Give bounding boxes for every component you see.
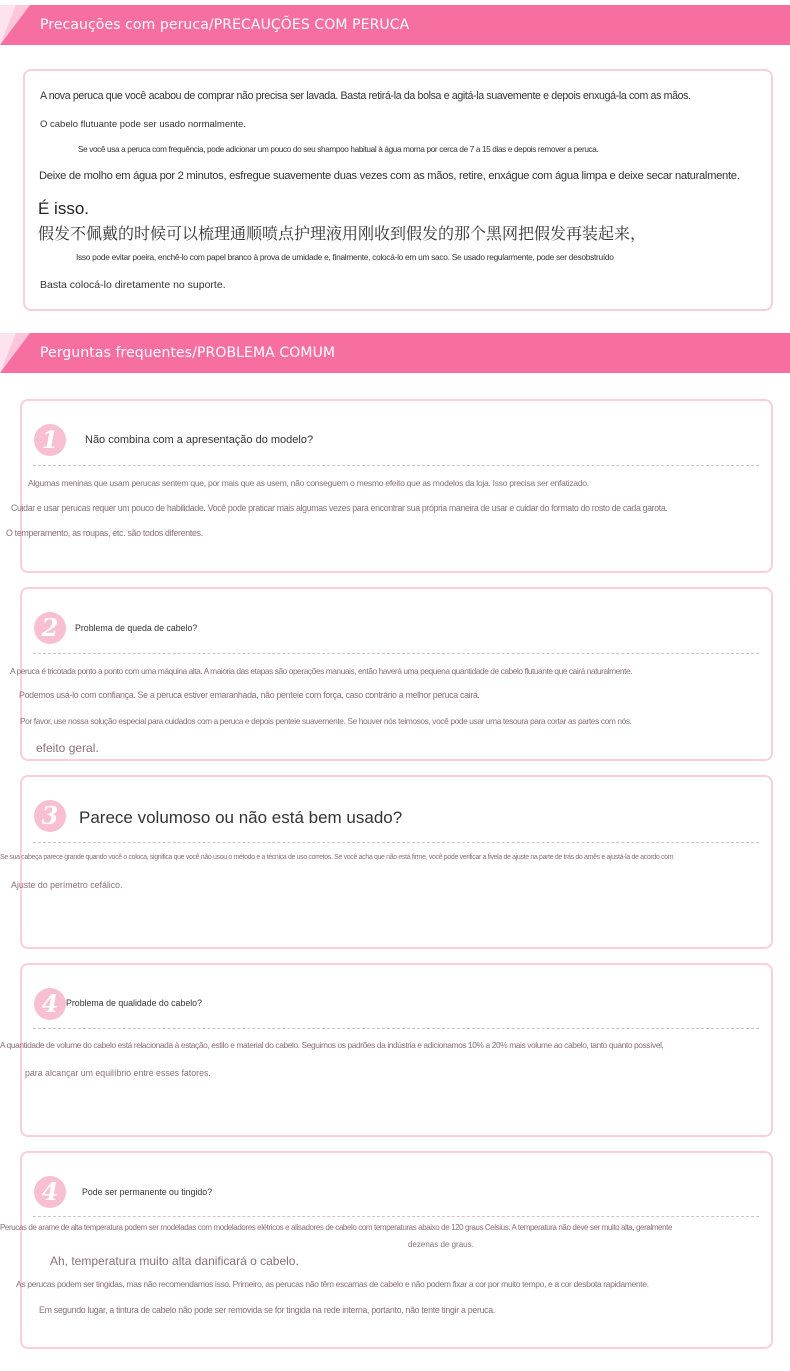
answer-line: Por favor, use nossa solução especial para cuidados com a peruca e depois penteie suavemente. Se houver nós teimosos, você pode usar uma tesoura para cortar as partes com nós. [20,716,632,726]
question-title: Não combina com a apresentação do modelo? [85,434,314,446]
answer-line: efeito geral. [36,741,99,755]
question-number-badge: 1 [34,424,66,456]
question-title: Pode ser permanente ou tingido? [82,1187,213,1197]
faq-card-5 [20,1151,773,1349]
answer-line: Cuidar e usar perucas requer um pouco de habilidade. Você pode praticar mais algumas vezes para encontrar sua própria maneira de usar e cuidar do formato do rosto de cada garota. [11,503,668,513]
precautions-box [23,69,773,311]
question-title: Problema de queda de cabelo? [75,623,198,633]
question-number-badge: 4 [34,1176,66,1208]
question-number-badge: 3 [34,800,66,832]
answer-line: Podemos usá-lo com confiança. Se a peruca estiver emaranhada, não penteie com força, caso contrário a melhor peruca cairá. [19,690,480,700]
precaution-line: Basta colocá-lo diretamente no suporte. [40,279,226,291]
faq-banner [0,333,790,373]
question-title: Problema de qualidade do cabelo? [66,998,202,1008]
answer-line-clip [0,1038,790,1054]
dashed-divider [33,653,759,654]
question-number-badge: 4 [34,988,66,1020]
answer-line: Ajuste do perímetro cefálico. [11,880,123,890]
precaution-line: É isso. [38,199,90,218]
precaution-line-chinese: 假发不佩戴的时候可以梳理通顺喷点护理液用刚收到假发的那个黑网把假发再装起来， [38,224,647,243]
dashed-divider [33,842,759,843]
dashed-divider [33,465,759,466]
answer-line-clip [0,852,790,866]
question-number-badge: 2 [34,612,66,644]
answer-line: A peruca é tricotada ponto a ponto com uma máquina alta. A maioria das etapas são operações manuais, então haverá uma pequena quantidade de cabelo flutuante que cairá naturalmente. [10,666,633,676]
faq-banner-title: Perguntas frequentes/PROBLEMA COMUM [40,345,336,361]
precautions-banner-title: Precauções com peruca/PRECAUÇÕES COM PERUCA [40,17,410,33]
answer-line: dezenas de graus. [408,1240,474,1249]
answer-line: Em segundo lugar, a tintura de cabelo não pode ser removida se for tingida na rede interna, portanto, não tente tingir a peruca. [39,1305,496,1315]
precaution-line: Se você usa a peruca com frequência, pode adicionar um pouco do seu shampoo habitual à água morna por cerca de 7 a 15 dias e depois remover a peruca. [78,145,599,154]
banner-triangle-decoration [0,5,16,45]
dashed-divider [33,1028,759,1029]
question-title: Parece volumoso ou não está bem usado? [79,808,403,827]
answer-line: As perucas podem ser tingidas, mas não recomendamos isso. Primeiro, as perucas não têm escamas de cabelo e não podem fixar a cor por muito tempo, e a cor desbota rapidamente. [16,1279,649,1289]
banner-triangle-decoration [0,333,16,373]
precaution-line: O cabelo flutuante pode ser usado normalmente. [40,119,246,130]
answer-line: para alcançar um equilíbrio entre esses fatores. [25,1068,211,1078]
precaution-line: Deixe de molho em água por 2 minutos, esfregue suavemente duas vezes com as mãos, retire, enxágue com água limpa e deixe secar naturalmente. [39,170,740,182]
precaution-line: Isso pode evitar poeira, enchê-lo com papel branco à prova de umidade e, finalmente, colocá-lo em um saco. Se usado regularmente, pode ser desobstruído [76,252,614,262]
answer-line: O temperamento, as roupas, etc. são todos diferentes. [6,528,203,538]
answer-line: Perucas de arame de alta temperatura podem ser modeladas com modeladores elétricos e alisadores de cabelo com temperaturas abaixo de 120 graus Celsius. A temperatura não deve ser muito alta, geralmente [0,1223,673,1232]
precautions-banner [0,5,790,45]
dashed-divider [33,1216,759,1217]
answer-line: Ah, temperatura muito alta danificará o cabelo. [50,1254,299,1268]
answer-line: A quantidade de volume do cabelo está relacionada à estação, estilo e material do cabelo. Seguimos os padrões da indústria e adicionamos 10% a 20% mais volume ao cabelo, tanto quanto possível, [0,1040,664,1050]
answer-line-clip [0,1222,790,1236]
answer-line: Se sua cabeça parece grande quando você o coloca, significa que você não usou o método e a técnica de uso corretos. Se você acha que não está firme, você pode verificar a fivela de ajuste na parte de trás do arnês e ajustá-la de acordo com [0,854,674,861]
precaution-line: A nova peruca que você acabou de comprar não precisa ser lavada. Basta retirá-la da bolsa e agitá-la suavemente e depois enxugá-la com as mãos. [40,90,691,102]
answer-line: Algumas meninas que usam perucas sentem que, por mais que as usem, não conseguem o mesmo efeito que as modelos da loja. Isso precisa ser enfatizado. [28,478,589,488]
